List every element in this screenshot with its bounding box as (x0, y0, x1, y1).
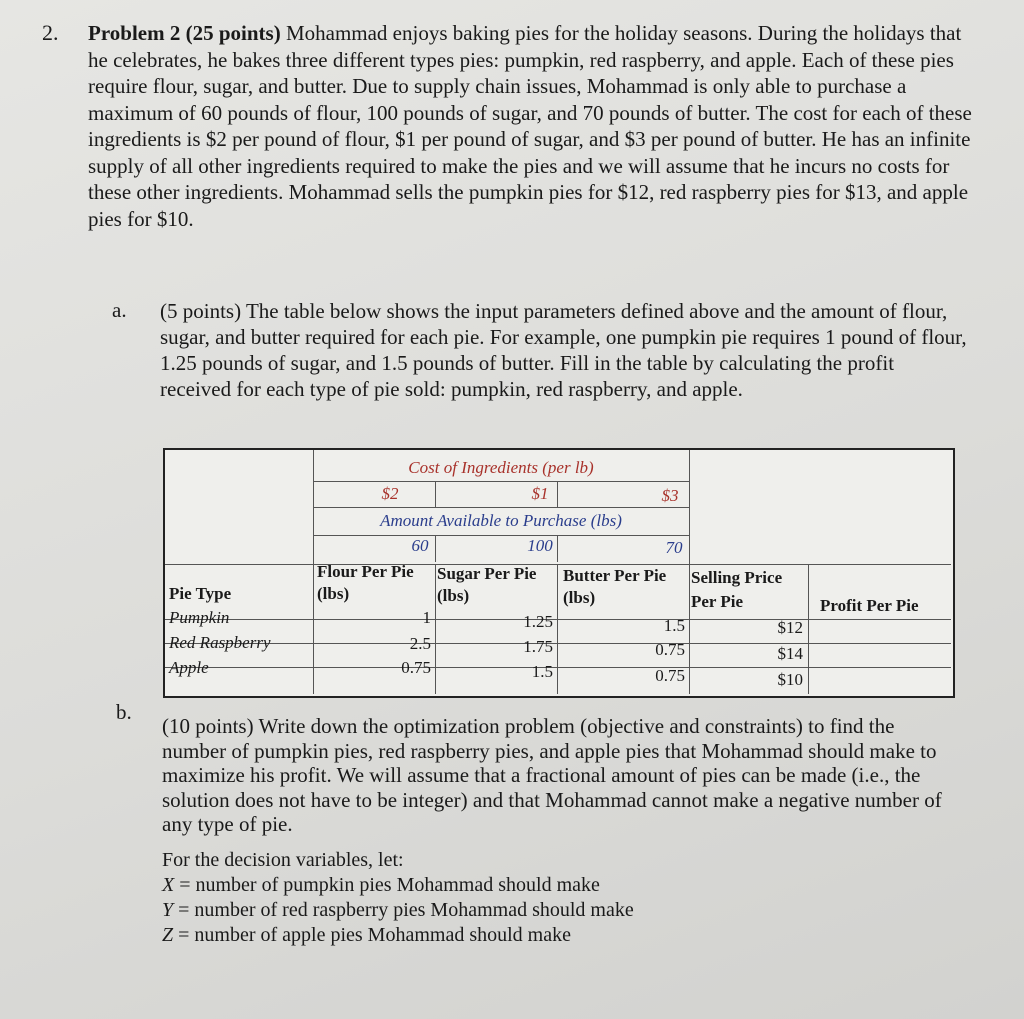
row-raspberry-name: Red Raspberry (169, 633, 271, 652)
variable-z-def: = number of apple pies Mohammad should make (173, 924, 571, 946)
header-price: Selling Price (691, 568, 783, 587)
header-flour-unit: (lbs) (317, 584, 350, 603)
problem-title: Problem 2 (25 points) (88, 21, 281, 45)
part-a-label: a. (112, 298, 127, 322)
row-apple-butter: 0.75 (655, 666, 685, 685)
header-profit: Profit Per Pie (820, 596, 919, 615)
row-pumpkin-butter: 1.5 (663, 616, 685, 635)
problem-statement (88, 20, 978, 232)
available-heading: Amount Available to Purchase (lbs) (380, 511, 622, 530)
part-b-label: b. (116, 700, 132, 724)
header-butter-unit: (lbs) (563, 588, 596, 607)
available-butter: 70 (665, 538, 683, 557)
variable-y (162, 898, 862, 923)
row-raspberry-sugar: 1.75 (523, 637, 553, 656)
cost-heading: Cost of Ingredients (per lb) (408, 458, 594, 477)
variable-y-symbol: Y (162, 899, 174, 921)
row-pumpkin-price: $12 (777, 618, 803, 637)
header-sugar: Sugar Per Pie (437, 564, 537, 583)
row-raspberry-price: $14 (777, 644, 803, 663)
variables-intro: For the decision variables, let: (162, 849, 404, 871)
available-flour: 60 (411, 536, 429, 555)
cost-flour: $2 (381, 484, 399, 503)
pie-table (163, 448, 955, 698)
question-number: 2. (42, 20, 59, 45)
row-apple-sugar: 1.5 (531, 662, 553, 681)
part-b-text: (10 points) Write down the optimization problem (objective and constraints) to find the number of pumpkin pies, red raspberry pies, and apple pies that Mohammad should make to maximize his profit. We will assume that a fractional amount of pies can be made (i.e., the solution does not have to be integer) and that Mohammad cannot make a negative number of any type of pie. (162, 714, 942, 836)
header-price-unit: Per Pie (691, 592, 744, 611)
header-sugar-unit: (lbs) (437, 586, 470, 605)
available-sugar: 100 (527, 536, 553, 555)
decision-variables (162, 848, 862, 948)
variable-x (162, 873, 862, 898)
header-butter: Butter Per Pie (563, 566, 667, 585)
variable-z (162, 923, 862, 948)
row-raspberry-flour: 2.5 (409, 634, 431, 653)
variable-z-symbol: Z (162, 924, 174, 946)
row-raspberry-butter: 0.75 (655, 640, 685, 659)
variable-x-def: = number of pumpkin pies Mohammad should make (174, 874, 600, 896)
part-a-text: (5 points) The table below shows the input parameters defined above and the amount of flour, sugar, and butter required for each pie. For example, one pumpkin pie requires 1 pound of flour, 1.25 pounds of sugar, and 1.5 pounds of butter. Fill in the table by calculating the profit received for each type of pie sold: pumpkin, red raspberry, and apple. (160, 299, 967, 401)
cost-butter: $3 (661, 486, 679, 505)
row-apple-flour: 0.75 (401, 658, 431, 677)
cost-sugar: $1 (531, 484, 549, 503)
row-apple-name: Apple (169, 658, 209, 677)
row-pumpkin-name: Pumpkin (169, 608, 230, 627)
header-pie-type: Pie Type (169, 584, 232, 603)
header-flour: Flour Per Pie (317, 562, 414, 581)
row-pumpkin-sugar: 1.25 (523, 612, 553, 631)
row-apple-price: $10 (777, 670, 803, 689)
variable-y-def: = number of red raspberry pies Mohammad should make (173, 899, 634, 921)
row-pumpkin-flour: 1 (422, 608, 431, 627)
problem-text: Mohammad enjoys baking pies for the holiday seasons. During the holidays that he celebrates, he bakes three different types pies: pumpkin, red raspberry, and apple. Each of these pies require flour, sugar, and butter. Due to supply chain issues, Mohammad is only able to purchase a maximum of 60 pounds of flour, 100 pounds of sugar, and 70 pounds of butter. The cost for each of these ingredients is $2 per pound of flour, $1 per pound of sugar, and $3 per pound of butter. He has an infinite supply of all other ingredients required to make the pies and we will assume that he incurs no costs for these other ingredients. Mohammad sells the pumpkin pies for $12, red raspberry pies for $13, and apple pies for $10. (88, 21, 972, 231)
variable-x-symbol: X (162, 874, 175, 896)
